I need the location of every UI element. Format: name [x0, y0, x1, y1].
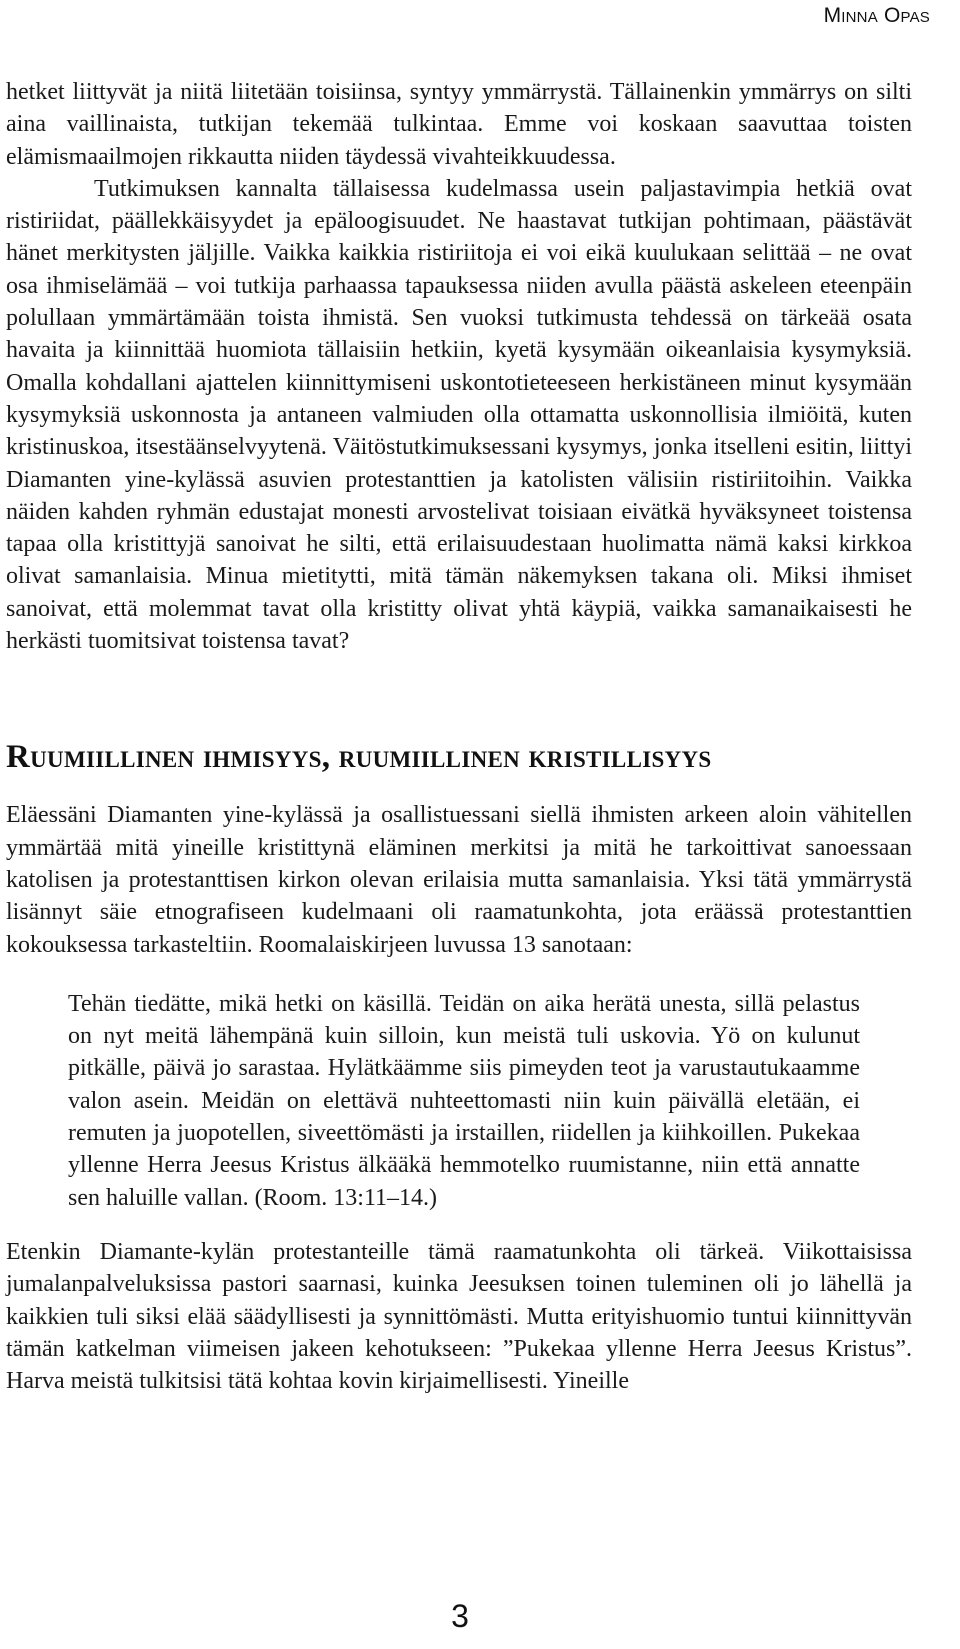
page-number: 3	[451, 1598, 469, 1634]
section-heading: Ruumiillinen ihmisyys, ruumiillinen kristillisyys	[6, 739, 712, 776]
paragraph-continued: hetket liittyvät ja niitä liitetään toisiinsa, syntyy ymmärrystä. Tällainenkin ymmärrys on silti aina vaillinaista, tutkijan tekemää tulkintaa. Emme voi koskaan saavuttaa toisten elämismaailmojen rikkautta niiden täydessä vivahteikkuudessa.	[6, 79, 912, 170]
running-header: Minna Opas	[823, 4, 930, 27]
block-quote-romans: Tehän tiedätte, mikä hetki on käsillä. Teidän on aika herätä unesta, sillä pelastus on nyt meitä lähempänä kuin silloin, kun meistä tuli uskovia. Yö on kulunut pitkälle, päivä jo sarastaa. Hylätkäämme siis pimeyden teot ja varustautukaamme valon asein. Meidän on elettävä nuhteettomasti niin kuin päivällä eletään, ei remuten ja juopotellen, siveettömästi ja irstaillen, riidellen ja kiihkoillen. Pukekaa yllenne Herra Jeesus Kristus älkääkä hemmotelko ruumistanne, niin että annatte sen haluille vallan. (Room. 13:11–14.)	[68, 990, 860, 1211]
page-body	[6, 76, 912, 1397]
paragraph-ristiriidat: Tutkimuksen kannalta tällaisessa kudelmassa usein paljastavimpia hetkiä ovat ristiriidat, päällekkäisyydet ja epäloogisuudet. Ne haastavat tutkijan pohtimaan, päästävät hänet merkitysten jäljille. Vaikka kaikkia ristiriitoja ei voi eikä kuulukaan selittää – ne ovat osa ihmiselämää – voi tutkija parhaassa tapauksessa niiden avulla päästä askeleen eteenpäin polullaan ymmärtämään toista ihmistä. Sen vuoksi tutkimusta tehdessä on tärkeää osata havaita ja kiinnittää huomiota tällaisiin hetkiin, kyetä kysymään oikeanlaisia kysymyksiä. Omalla kohdallani ajattelen kiinnittymiseni uskontotieteeseen herkistäneen minut kysymään kysymyksiä uskonnosta ja antaneen valmiuden olla ottamatta uskonnollisia ilmiöitä, kuten kristinuskoa, itsestäänselvyytenä. Väitöstutkimuksessani kysymys, jonka itselleni esitin, liittyi Diamanten yine-kylässä asuvien protestanttien ja katolisten välisiin ristiriitoihin. Vaikka näiden kahden ryhmän edustajat monesti arvostelivat toisiaan eivätkä hyväksyneet toistensa tapaa olla kristittyjä sanoivat he silti, että erilaisuudestaan huolimatta nämä kaksi kirkkoa olivat samanlaisia. Minua mietitytti, mitä tämän näkemyksen takana oli. Miksi ihmiset sanoivat, että molemmat tavat olla kristitty olivat yhtä käypiä, vaikka samanaikaisesti he herkästi tuomitsivat toistensa tavat?	[6, 175, 912, 655]
paragraph-protestants: Etenkin Diamante-kylän protestanteille tämä raamatunkohta oli tärkeä. Viikottaisissa jumalanpalveluksissa pastori saarnasi, kuinka Jeesuksen toinen tuleminen oli jo lähellä ja kaikkien tuli siksi elää säädyllisesti ja synnittömästi. Mutta erityishuomio tuntui kiinnittyvän tämän katkelman viimeisen jakeen kehotukseen: ”Pukekaa yllenne Herra Jeesus Kristus”. Harva meistä tulkitsisi tätä kohtaa kovin kirjaimellisesti. Yineille	[6, 1238, 912, 1395]
paragraph-section-intro: Eläessäni Diamanten yine-kylässä ja osallistuessani siellä ihmisten arkeen aloin vähitellen ymmärtää mitä yineille kristittynä eläminen merkitsi ja mitä he tarkoittivat sanoessaan katolisen ja protestanttisen kirkon olevan erilaisia mutta samanlaisia. Yksi tätä ymmärrystä lisännyt säie etnografiseen kudelmaani oli raamatunkohta, jota eräässä protestanttien kokouksessa tarkasteltiin. Roomalaiskirjeen luvussa 13 sanotaan:	[6, 802, 912, 958]
